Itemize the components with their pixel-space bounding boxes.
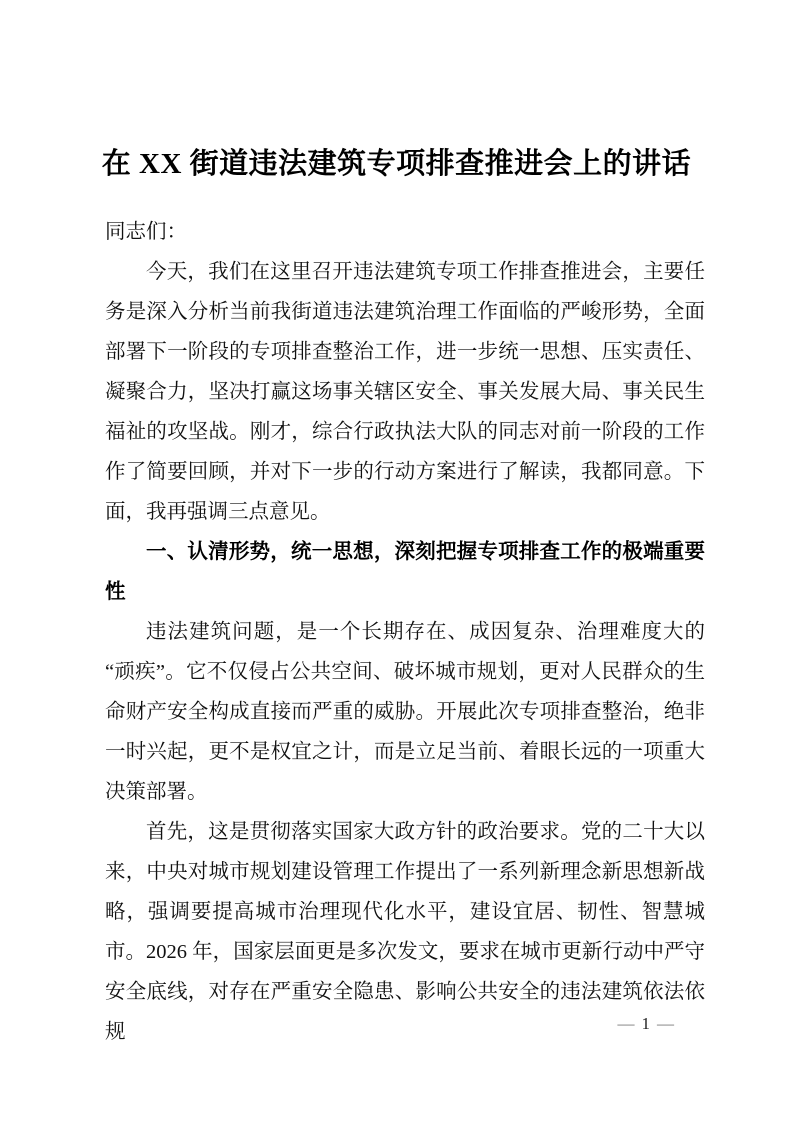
page-number-dash-right: — bbox=[657, 1014, 674, 1033]
document-body bbox=[105, 212, 705, 1052]
paragraph-problem-statement: 违法建筑问题，是一个长期存在、成因复杂、治理难度大的“顽疾”。它不仅侵占公共空间、破坏城市规划，更对人民群众的生命财产安全构成直接而严重的威胁。开展此次专项排查整治，绝非一时兴起，更不是权宜之计，而是立足当前、着眼长远的一项重大决策部署。 bbox=[105, 621, 705, 803]
paragraph-policy-requirement: 首先，这是贯彻落实国家大政方针的政治要求。党的二十大以来，中央对城市规划建设管理工作提出了一系列新理念新思想新战略，强调要提高城市治理现代化水平，建设宜居、韧性、智慧城市。2026 年，国家层面更是多次发文，要求在城市更新行动中严守安全底线，对存在严重安全隐患、影响公共安全的违法建筑依法依规 bbox=[105, 821, 705, 1043]
document-title: 在 XX 街道违法建筑专项排查推进会上的讲话 bbox=[101, 148, 692, 180]
page-number bbox=[618, 1012, 675, 1036]
salutation: 同志们： bbox=[105, 221, 187, 243]
page-number-value: 1 bbox=[641, 1014, 650, 1033]
paragraph-intro: 今天，我们在这里召开违法建筑专项工作排查推进会，主要任务是深入分析当前我街道违法建筑治理工作面临的严峻形势，全面部署下一阶段的专项排查整治工作，进一步统一思想、压实责任、凝聚合力，坚决打赢这场事关辖区安全、事关发展大局、事关民生福祉的攻坚战。刚才，综合行政执法大队的同志对前一阶段的工作作了简要回顾，并对下一步的行动方案进行了解读，我都同意。下面，我再强调三点意见。 bbox=[105, 261, 705, 523]
section-heading-1: 一、认清形势，统一思想，深刻把握专项排查工作的极端重要性 bbox=[105, 540, 705, 603]
page-number-dash-left: — bbox=[617, 1014, 635, 1033]
